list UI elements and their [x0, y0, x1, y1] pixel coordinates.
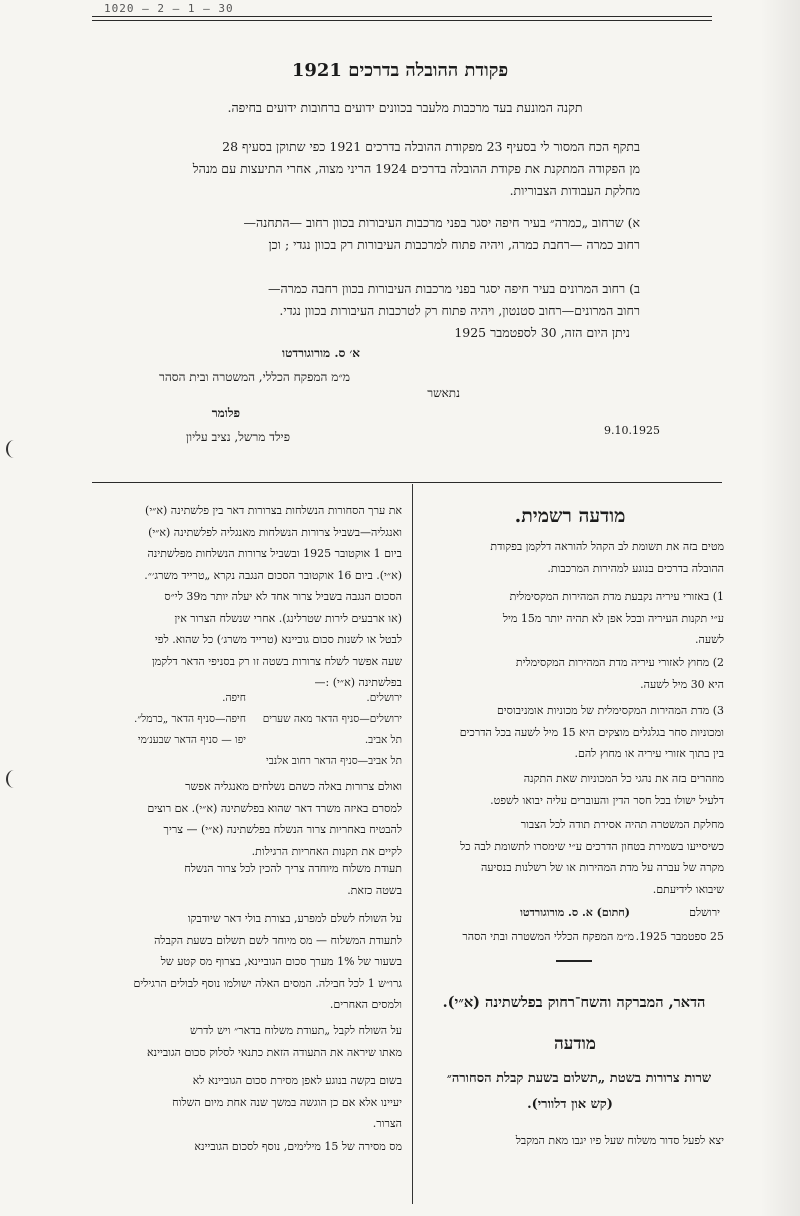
- postal-para-4: [96, 908, 402, 1016]
- text-line: בשטה כזאת.: [347, 883, 402, 897]
- text-line: לקיים את תקנות האחריות הרגילות.: [251, 844, 402, 858]
- notice-warning: [424, 768, 724, 811]
- postal-para-3: [96, 858, 402, 901]
- clause-line: א) שרחוב „כמרה״ בעיר חיפה יסגר בפני מרכבות העיבורות בכוון רחוב —התחנה—: [243, 215, 640, 230]
- preamble-line: מחלקת העבודות הצבוריות.: [509, 183, 640, 198]
- text-line: למסרם באיזה משרד דאר שהוא בפלשתינה (א״י). אם רוצים: [147, 801, 402, 815]
- text-line: לתעודת המשלוח — מס מיוחד לשם תשלום בשעת הקבלה: [154, 933, 402, 947]
- text-line: לשעה.: [695, 633, 724, 646]
- text-line: בפלשתינה (א״י) :—: [314, 676, 402, 689]
- city-item: חיפה—סניף הדאר „כרמל״.: [133, 713, 246, 725]
- postal-service-heading: שרות צרורות בשטת „תשלום בשעת קבלת הסחורה״: [446, 1071, 712, 1086]
- notice-police-note: [424, 814, 724, 900]
- text-line: שעה אפשר לשלח צרורות בשטה זו רק בסניפי הדאר דלקמן: [151, 654, 402, 668]
- text-line: מאתו שיראה את התעודה הזאת כתנאי לסלוק סכום הגוביינא: [146, 1045, 402, 1059]
- approver-title: פילד מרשל, נציב עליון: [186, 430, 290, 444]
- text-line: ולמסים האחרים.: [329, 998, 402, 1011]
- clause-line: רחוב המרונים—רחוב סטנטון, ויהיה פתוח רק לטרכבות העיבורות בכוון נגדי.: [279, 303, 640, 318]
- top-rule: [92, 16, 712, 17]
- city-item: ירושלים—סניף הדאר מאה שערים: [262, 713, 402, 725]
- city-list-left: [96, 688, 246, 751]
- text-line: ואנגליה—בשביל צרורות הנשלחות מאנגליה לפלשתינה (א״י): [148, 525, 402, 539]
- notice-sign-name: (חתום) א. ס. מורוגורדטו: [520, 906, 630, 919]
- text-line: כשיסייעו בשמירת בטחון הדרכים ע״י שימסרו לתשומת לבה כל: [460, 839, 724, 853]
- text-line: תעודת משלוח מיוחדה צריך להכין לכל צרור הנשלח: [184, 862, 402, 875]
- section-rule: [92, 482, 722, 483]
- preamble-line: בתקף הכח המסור לי בסעיף 23 מפקודת ההובלה בדרכים 1921 כפי שתוקן בסעיף 28: [222, 139, 640, 154]
- text-line: (או ארבעים לירות שטרלינג). אחרי שנשלח הצרור אין: [174, 611, 402, 625]
- text-line: על השולח לשלם למפרע, בצורת בולי דאר שיודבקו: [187, 912, 402, 925]
- clause-line: ב) רחוב המרונים בעיר חיפה יסגר בפני מרכבות העיבורות בכוון רחבה כמרה—: [268, 281, 640, 296]
- ordinance-subtitle: תקנה המונעת בעד מרכבות מלעבר בכוונים ידועים ברחובות ידועים בחיפה.: [227, 100, 583, 115]
- postal-notice-title: מודעה: [553, 1034, 596, 1054]
- text-line: 3) מדת המהירות המקסימלית של מכוניות אומניבוסים: [496, 704, 724, 717]
- signatory-name: א׳ ס. מורוגורדטו: [282, 346, 360, 360]
- postal-para-7: [96, 1136, 402, 1158]
- page-edge-shadow: [760, 0, 800, 1216]
- text-line: יעיינו אלא אם כן הוגשה במשך שנה אחת מיום השלוח: [172, 1095, 402, 1109]
- city-item: תל אביב.: [364, 734, 402, 746]
- text-line: ומכוניות סחר בגלגלים מוצקים היא 15 מיל לשעה בכל הדרכים: [459, 725, 724, 739]
- preamble-line: מן הפקודה המתקנת את פקודת ההובלה בדרכים 1924 הריני מצוה, אחרי התיעצות עם מנהל: [192, 161, 640, 176]
- signatory-title: מ״מ המפקח הכללי, המשטרה ובית הסהר: [158, 370, 350, 384]
- text-line: ההובלה בדרכים בנוגע למהירות המרכבות.: [547, 561, 724, 575]
- binding-mark: [6, 770, 22, 788]
- text-line: מחלקת המשטרה תהיה אסירת תודה לכל הצבור: [520, 818, 724, 831]
- text-line: את ערך הסחורות הנשלחות בצרורות דאר בין פלשתינה (א״י): [145, 504, 402, 517]
- postal-para-5: [96, 1020, 402, 1063]
- text-line: הצרור.: [372, 1117, 402, 1130]
- postal-first-line: יצא לפעל סדור משלוח שעל פיו יגבו מאת המקבל: [515, 1134, 724, 1147]
- approved-label: נתאשר: [427, 386, 460, 400]
- notice-sign-title: מ״מ המפקח הכללי המשטרה ובתי הסהר: [462, 930, 634, 943]
- text-line: מוזהרים בזה את נהגי כל המכוניות שאת התקנה: [523, 772, 724, 785]
- text-line: מטים בזה את תשומת לב הקהל להוראה דלקמן בפקודת: [490, 540, 724, 553]
- text-line: מקרה של עברה על מדת המהירות או של רשלנות בנסיעה: [480, 861, 724, 874]
- text-line: מס מסירה של 15 מילימים, נוסף לסכום הגוביינא: [194, 1140, 402, 1153]
- notice-intro: [424, 536, 724, 579]
- text-line: היא 30 מיל לשעה.: [640, 677, 724, 691]
- text-line: בשעור של 1% מערך סכום הגוביינא, בצרוף מס קטע של: [160, 955, 402, 968]
- clause-a: [100, 212, 640, 256]
- text-line: בין בתוך אזורי עיריה או מחוץ להם.: [574, 747, 724, 760]
- text-line: ביום 1 אוקטובר 1925 ובשביל צרורות הנשלחות מפלשתינה: [147, 547, 402, 560]
- separator-rule: [556, 960, 592, 962]
- official-notice-title: מודעה רשמית.: [514, 505, 626, 527]
- city-item: ירושלים.: [366, 692, 402, 704]
- text-line: שיבואו לידיעתם.: [652, 882, 724, 896]
- city-item: תל אביב—סניף הדאר רחוב אלנבי: [265, 755, 402, 767]
- text-line: (א״י). ביום 16 אוקטובר הסכום הנגבה נקרא „טרייד משרג׳״.: [144, 568, 402, 582]
- notice-item-3: [424, 700, 724, 765]
- text-line: הסכום הנגבה בשביל צרור אחד לא יעלה יותר מ39 לי״ס: [164, 590, 402, 603]
- city-list-right: [250, 688, 402, 772]
- postal-service-subheading: (קש און דלוורי).: [527, 1097, 613, 1112]
- given-date: ניתן היום הזה, 30 לספטמבר 1925: [454, 325, 630, 340]
- text-line: להבטיח באחריות צרור הנשלח בפלשתינה (א״י) — צריך: [163, 823, 402, 836]
- ordinance-title: פקודת ההובלה בדרכים 1921: [291, 60, 509, 81]
- top-rule-2: [92, 20, 712, 21]
- city-item: חיפה.: [222, 692, 246, 704]
- column-divider: [412, 484, 413, 1204]
- text-line: בשום בקשה בנוגע לאפן מסירת סכום הגוביינא לא: [192, 1074, 402, 1087]
- postal-para-1: [96, 500, 402, 694]
- text-line: 1) באזורי עיריה נקבעת מדת המהירות המקסימלית: [509, 590, 724, 603]
- postal-para-6: [96, 1070, 402, 1135]
- postal-dept-heading: הדאר, המברקה והשח־רחוק בפלשתינה (א״י).: [442, 994, 706, 1011]
- postal-para-2: [96, 776, 402, 862]
- text-line: על השולח לקבל „תעודת משלוח בדאר״ ויש לדרש: [189, 1024, 402, 1037]
- approval-date: 9.10.1925: [604, 424, 660, 437]
- clause-b: [100, 278, 640, 322]
- notice-item-1: [424, 586, 724, 651]
- city-item: יפו — סניף הדאר שבענ׳מי: [137, 734, 246, 746]
- text-line: 2) מחוץ לאזורי עיריה מדת המהירות המקסימלית: [515, 656, 724, 669]
- notice-item-2: [424, 652, 724, 695]
- ordinance-preamble: [120, 136, 640, 202]
- page-reference: 1020 — 2 — 1 — 30: [104, 2, 234, 15]
- text-line: לבטל או לשנות סכום גוביינא (טרייד משרג׳) כל שהוא. לפי: [154, 633, 402, 646]
- text-line: ע״י תקנות העיריה ובכל אפן לא תהיה יותר מ15 מיל: [502, 611, 724, 625]
- text-line: ואולם צרורות באלה כשהם נשלחים מאנגליה אפשר: [185, 780, 402, 793]
- text-line: דלעיל ישולו בכל חסר הדין והעוברים עליה יבואו לשפט.: [490, 793, 724, 807]
- binding-mark: [6, 440, 22, 458]
- clause-line: רחוב כמרה —רחבת כמרה, ויהיה פתוח למרכבות העיבורות רק בכוון נגדי ; וכן: [268, 237, 640, 252]
- notice-sign-date: 25 ספטמבר 1925.: [635, 930, 724, 943]
- notice-sign-city: ירושלם: [689, 906, 720, 919]
- text-line: גרו״ש 1 לכל חבילה. המסים האלה ישולמו נוסף לבולים הרגילים: [133, 976, 402, 990]
- approver-name: פלומר: [211, 406, 240, 420]
